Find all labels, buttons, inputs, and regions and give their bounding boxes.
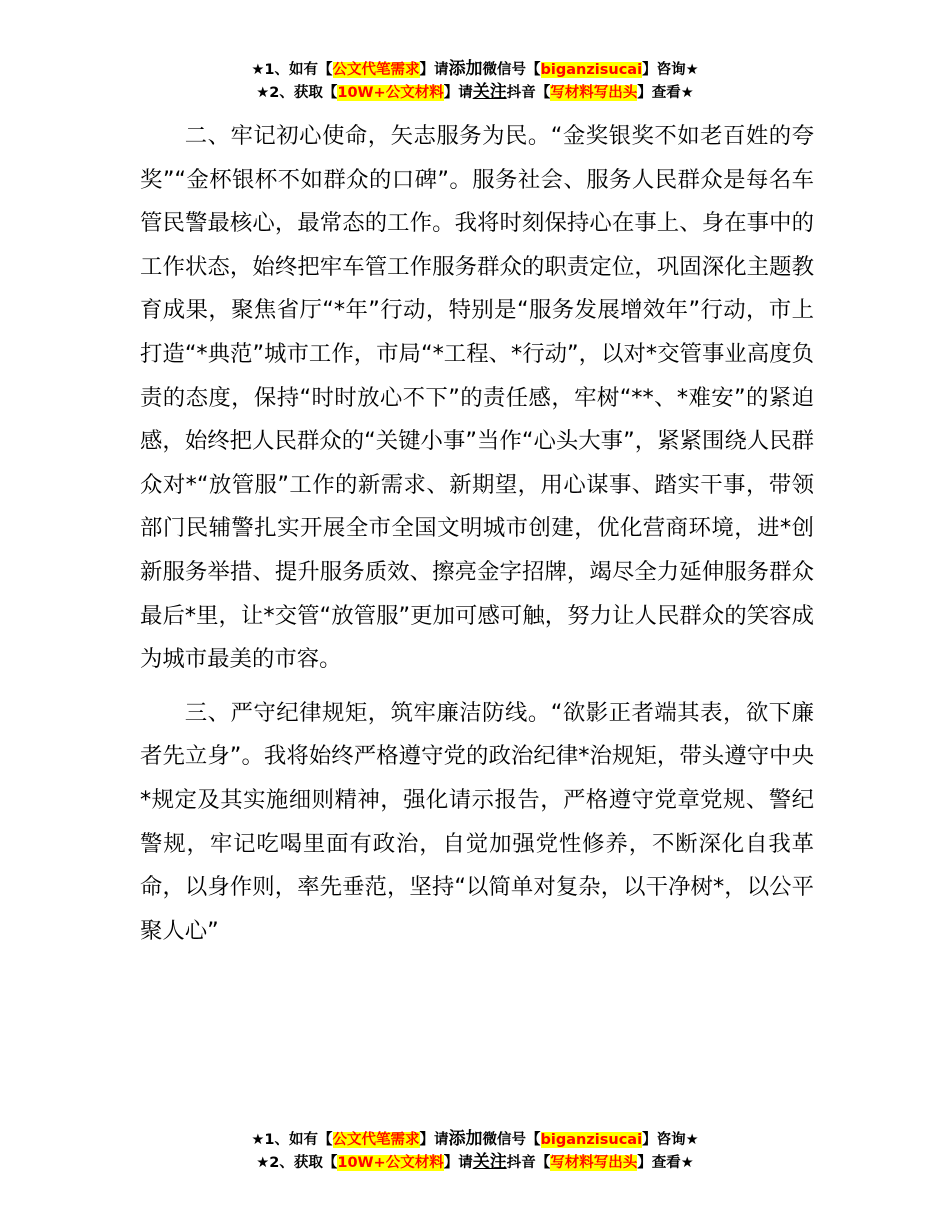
footer-line-2 bbox=[0, 1151, 950, 1174]
footer-line-1-text-2: 微信号【 bbox=[482, 1132, 541, 1148]
footer-wechat-id-highlight: biganzisucai bbox=[540, 1132, 643, 1148]
header-line-1-text: 】请 bbox=[419, 62, 449, 78]
wechat-id-highlight: biganzisucai bbox=[540, 62, 643, 78]
footer-line-1-suffix: 】咨询★ bbox=[642, 1132, 699, 1148]
paragraph-serve-the-people: 二、牢记初心使命，矢志服务为民。“金奖银奖不如老百姓的夸奖”“金杯银杯不如群众的口碑”。服务社会、服务人民群众是每名车管民警最核心，最常态的工作。我将时刻保持心在事上、身在事中的工作状态，始终把牢车管工作服务群众的职责定位，巩固深化主题教育成果，聚焦省厅“*年”行动，特别是“服务发展增效年”行动，市上打造“*典范”城市工作，市局“*工程、*行动”，以对*交管事业高度负责的态度，保持“时时放心不下”的责任感，牢树“**、*难安”的紧迫感，始终把人民群众的“关键小事”当作“心头大事”，紧紧围绕人民群众对*“放管服”工作的新需求、新期望，用心谋事、踏实干事，带领部门民辅警扎实开展全市全国文明城市创建，优化营商环境，进*创新服务举措、提升服务质效、擦亮金字招牌，竭尽全力延伸服务群众最后*里，让*交管“放管服”更加可感可触，努力让人民群众的笑容成为城市最美的市容。 bbox=[140, 123, 814, 673]
footer-line-1 bbox=[0, 1128, 950, 1151]
header-line-1-suffix: 】咨询★ bbox=[642, 62, 699, 78]
header-line-1-emphasis: 添加 bbox=[448, 59, 483, 79]
header-banner bbox=[0, 58, 950, 104]
footer-banner bbox=[0, 1128, 950, 1174]
header-line-2-text: 】请 bbox=[443, 85, 473, 101]
document-body bbox=[140, 115, 814, 953]
footer-line-2-suffix: 】查看★ bbox=[637, 1155, 694, 1171]
header-line-2-emphasis: 关注 bbox=[472, 82, 507, 102]
footer-line-2-text-2: 抖音【 bbox=[506, 1155, 551, 1171]
footer-line-1-text: 】请 bbox=[419, 1132, 449, 1148]
header-line-2 bbox=[0, 81, 950, 104]
footer-line-2-prefix: ★2、获取【 bbox=[256, 1155, 338, 1171]
header-line-1-text-2: 微信号【 bbox=[482, 62, 541, 78]
footer-line-2-emphasis: 关注 bbox=[472, 1152, 507, 1172]
header-line-1-prefix: ★1、如有【 bbox=[251, 62, 333, 78]
paragraph-discipline-rules: 三、严守纪律规矩，筑牢廉洁防线。“欲影正者端其表，欲下廉者先立身”。我将始终严格遵守党的政治纪律*治规矩，带头遵守中央*规定及其实施细则精神，强化请示报告，严格遵守党章党规、警纪警规，牢记吃喝里面有政治，自觉加强党性修养，不断深化自我革命，以身作则，率先垂范，坚持“以简单对复杂，以干净树*，以公平聚人心” bbox=[140, 699, 814, 944]
header-line-1 bbox=[0, 58, 950, 81]
douyin-account-highlight: 写材料写出头 bbox=[550, 85, 638, 101]
materials-highlight: 10W+公文材料 bbox=[337, 85, 444, 101]
header-line-2-suffix: 】查看★ bbox=[637, 85, 694, 101]
header-line-2-text-2: 抖音【 bbox=[506, 85, 551, 101]
footer-materials-highlight: 10W+公文材料 bbox=[337, 1155, 444, 1171]
footer-douyin-account-highlight: 写材料写出头 bbox=[550, 1155, 638, 1171]
footer-line-2-text: 】请 bbox=[443, 1155, 473, 1171]
footer-line-1-prefix: ★1、如有【 bbox=[251, 1132, 333, 1148]
service-highlight: 公文代笔需求 bbox=[332, 62, 420, 78]
header-line-2-prefix: ★2、获取【 bbox=[256, 85, 338, 101]
footer-service-highlight: 公文代笔需求 bbox=[332, 1132, 420, 1148]
footer-line-1-emphasis: 添加 bbox=[448, 1129, 483, 1149]
